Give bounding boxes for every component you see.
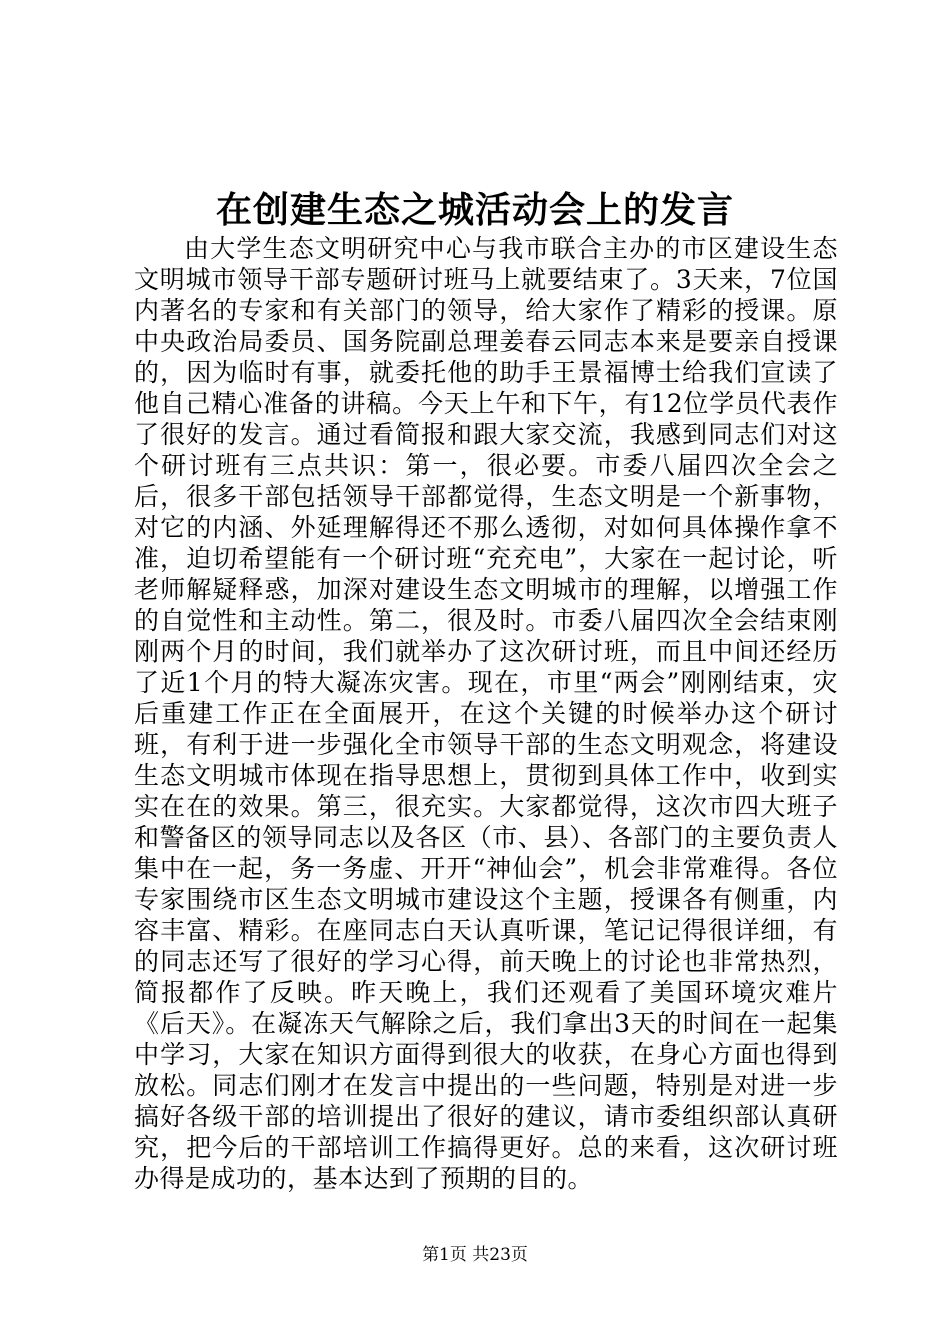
body-paragraph: 由大学生态文明研究中心与我市联合主办的市区建设生态文明城市领导干部专题研讨班马上就要结束了。3天来，7位国内著名的专家和有关部门的领导，给大家作了精彩的授课。原中央政治局委员、国务院副总理姜春云同志本来是要亲自授课的，因为临时有事，就委托他的助手王景福博士给我们宣读了他自己精心准备的讲稿。今天上午和下午，有12位学员代表作了很好的发言。通过看简报和跟大家交流，我感到同志们对这个研讨班有三点共识：第一，很必要。市委八届四次全会之后，很多干部包括领导干部都觉得，生态文明是一个新事物，对它的内涵、外延理解得还不那么透彻，对如何具体操作拿不准，迫切希望能有一个研讨班“充充电”，大家在一起讨论，听老师解疑释惑，加深对建设生态文明城市的理解，以增强工作的自觉性和主动性。第二，很及时。市委八届四次全会结束刚刚两个月的时间，我们就举办了这次研讨班，而且中间还经历了近1个月的特大凝冻灾害。现在，市里“两会”刚刚结束，灾后重建工作正在全面展开，在这个关键的时候举办这个研讨班，有利于进一步强化全市领导干部的生态文明观念，将建设生态文明城市体现在指导思想上，贯彻到具体工作中，收到实实在在的效果。第三，很充实。大家都觉得，这次市四大班子和警备区的领导同志以及各区（市、县）、各部门的主要负责人集中在一起，务一务虚、开开“神仙会”，机会非常难得。各位专家围绕市区生态文明城市建设这个主题，授课各有侧重，内容丰富、精彩。在座同志白天认真听课，笔记记得很详细，有的同志还写了很好的学习心得，前天晚上的讨论也非常热烈，简报都作了反映。昨天晚上，我们还观看了美国环境灾难片《后天》。在凝冻天气解除之后，我们拿出3天的时间在一起集中学习，大家在知识方面得到很大的收获，在身心方面也得到放松。同志们刚才在发言中提出的一些问题，特别是对进一步搞好各级干部的培训提出了很好的建议，请市委组织部认真研究，把今后的干部培训工作搞得更好。总的来看，这次研讨班办得是成功的，基本达到了预期的目的。 bbox=[134, 234, 838, 1193]
document-title: 在创建生态之城活动会上的发言 bbox=[215, 189, 734, 231]
page-footer: 第1页 共23页 bbox=[422, 1245, 528, 1265]
